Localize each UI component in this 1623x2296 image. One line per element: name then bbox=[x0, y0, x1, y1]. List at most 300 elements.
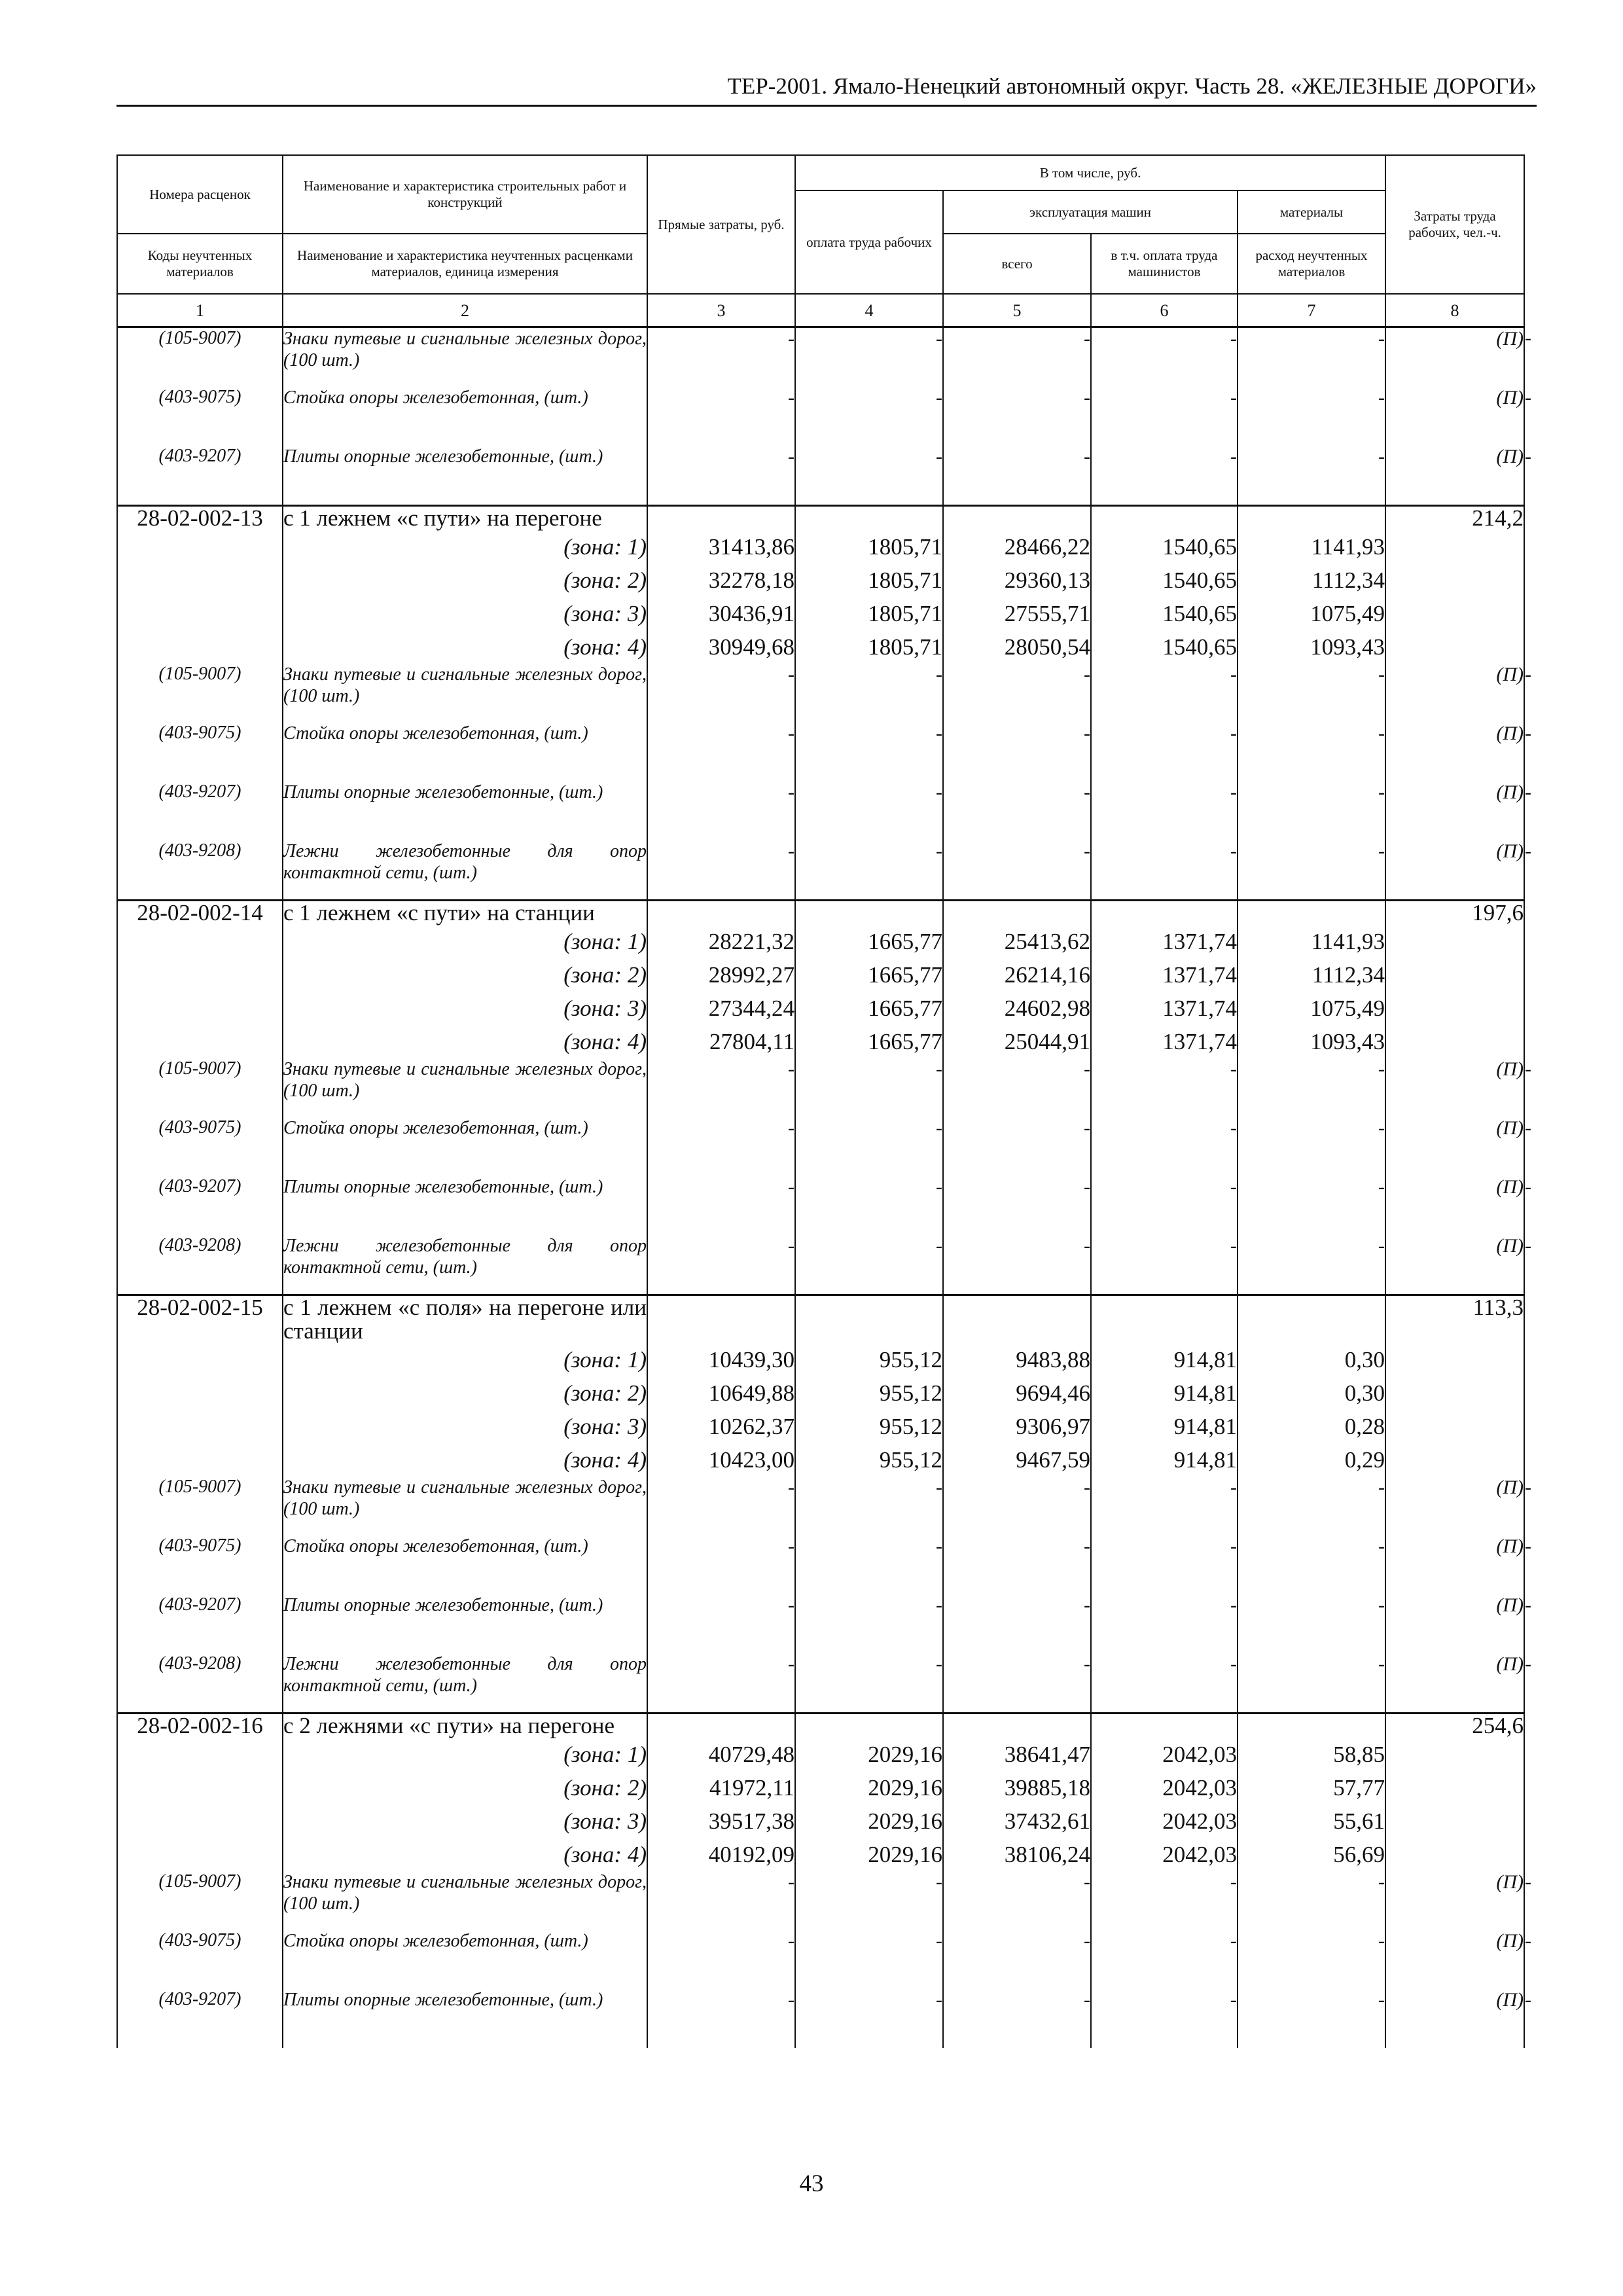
machines-group-header: эксплуатация машин bbox=[943, 190, 1238, 234]
material-consumption-p: (П) bbox=[1385, 1176, 1524, 1235]
machinist-wage: 2042,03 bbox=[1091, 1804, 1238, 1838]
material-consumption-p: (П) bbox=[1385, 1235, 1524, 1295]
zone-label: (зона: 3) bbox=[283, 597, 647, 630]
dash-value: - bbox=[1238, 1930, 1385, 1989]
worker-wage: 1665,77 bbox=[795, 925, 943, 958]
material-code: (105-9007) bbox=[117, 664, 283, 723]
dash-value: - bbox=[647, 1235, 795, 1295]
empty-cell bbox=[795, 901, 943, 925]
rate-header-row bbox=[117, 506, 1524, 531]
dash-value: - bbox=[1238, 1235, 1385, 1295]
machinist-wage: 2042,03 bbox=[1091, 1738, 1238, 1771]
empty-cell bbox=[117, 1343, 283, 1376]
col-direct-costs-header: Прямые затраты, руб. bbox=[647, 155, 795, 294]
dash-value: - bbox=[795, 723, 943, 781]
col-material-consumption-header: расход неучтенных материалов bbox=[1238, 234, 1385, 294]
machinist-wage: 914,81 bbox=[1091, 1410, 1238, 1443]
dash-value: - bbox=[1091, 840, 1238, 901]
empty-cell bbox=[1385, 992, 1524, 1025]
material-consumption-p: (П) bbox=[1385, 1653, 1524, 1713]
zone-row bbox=[117, 597, 1524, 630]
zone-row bbox=[117, 1804, 1524, 1838]
rate-name: с 1 лежнем «с пути» на станции bbox=[283, 901, 647, 925]
dash-value: - bbox=[647, 1176, 795, 1235]
empty-cell bbox=[1385, 958, 1524, 992]
col-number: 4 bbox=[795, 294, 943, 327]
material-row: (403-9208) Лежни железобетонные для опор контактной сети, (шт.) - - - - - (П) - bbox=[117, 1235, 1524, 1295]
material-code: (403-9075) bbox=[117, 1535, 283, 1594]
dash-value: - bbox=[943, 1176, 1091, 1235]
dash-value: - bbox=[1238, 1871, 1385, 1930]
dash-value: - bbox=[647, 840, 795, 901]
material-row: (403-9208) Лежни железобетонные для опор контактной сети, (шт.) - - - - - (П) - bbox=[117, 840, 1524, 901]
zone-row bbox=[117, 1771, 1524, 1804]
machinist-wage: 2042,03 bbox=[1091, 1838, 1238, 1871]
material-code: (403-9208) bbox=[117, 1235, 283, 1295]
zone-label: (зона: 1) bbox=[283, 530, 647, 564]
empty-cell bbox=[1385, 1738, 1524, 1771]
material-row: (105-9007) Знаки путевые и сигнальные железных дорог, (100 шт.) - - - - - (П) - bbox=[117, 1058, 1524, 1117]
dash-value: - bbox=[1238, 840, 1385, 901]
direct-costs: 10649,88 bbox=[647, 1376, 795, 1410]
materials-cost: 1112,34 bbox=[1238, 958, 1385, 992]
empty-cell bbox=[117, 630, 283, 664]
material-consumption-p: (П) bbox=[1385, 1477, 1524, 1535]
empty-cell bbox=[1385, 1771, 1524, 1804]
material-code: (105-9007) bbox=[117, 1871, 283, 1930]
dash-value: - bbox=[943, 1117, 1091, 1176]
dash-value: - bbox=[795, 1594, 943, 1653]
material-row: (403-9208) Лежни железобетонные для опор контактной сети, (шт.) - - - - - (П) - bbox=[117, 1653, 1524, 1713]
labor-costs: 214,2 bbox=[1385, 506, 1524, 531]
empty-cell bbox=[647, 1295, 795, 1344]
zone-label: (зона: 1) bbox=[283, 1343, 647, 1376]
empty-cell bbox=[1385, 1343, 1524, 1376]
machinist-wage: 1540,65 bbox=[1091, 630, 1238, 664]
material-code: (403-9207) bbox=[117, 446, 283, 506]
empty-cell bbox=[1385, 1410, 1524, 1443]
empty-cell bbox=[795, 1295, 943, 1344]
empty-cell bbox=[1091, 1713, 1238, 1738]
material-name: Стойка опоры железобетонная, (шт.) bbox=[283, 1117, 647, 1176]
dash-value: - bbox=[795, 1653, 943, 1713]
dash-value: - bbox=[647, 387, 795, 446]
material-consumption-p: (П) bbox=[1385, 840, 1524, 901]
dash-value: - bbox=[647, 723, 795, 781]
machines-total: 9694,46 bbox=[943, 1376, 1091, 1410]
material-code: (403-9207) bbox=[117, 1176, 283, 1235]
dash-value: - bbox=[943, 446, 1091, 506]
empty-cell bbox=[117, 1771, 283, 1804]
material-code: (403-9207) bbox=[117, 1594, 283, 1653]
dash-value: - bbox=[1091, 1930, 1238, 1989]
group-including-header: В том числе, руб. bbox=[795, 155, 1385, 190]
zone-label: (зона: 4) bbox=[283, 1838, 647, 1871]
material-consumption-p: (П) bbox=[1385, 1535, 1524, 1594]
zone-label: (зона: 3) bbox=[283, 992, 647, 1025]
dash-value: - bbox=[795, 664, 943, 723]
machinist-wage: 914,81 bbox=[1091, 1376, 1238, 1410]
empty-cell bbox=[1385, 1838, 1524, 1871]
material-row: (403-9207) Плиты опорные железобетонные, (шт.) - - - - - (П) - bbox=[117, 446, 1524, 506]
empty-cell bbox=[1385, 530, 1524, 564]
col-number: 7 bbox=[1238, 294, 1385, 327]
dash-value: - bbox=[1091, 1235, 1238, 1295]
materials-cost: 56,69 bbox=[1238, 1838, 1385, 1871]
material-consumption-p: (П) bbox=[1385, 1058, 1524, 1117]
col-rate-number-header: Номера расценок bbox=[117, 155, 283, 234]
empty-cell bbox=[1091, 901, 1238, 925]
empty-cell bbox=[943, 506, 1091, 531]
material-name: Знаки путевые и сигнальные железных дорог, (100 шт.) bbox=[283, 664, 647, 723]
machines-total: 37432,61 bbox=[943, 1804, 1091, 1838]
materials-cost: 57,77 bbox=[1238, 1771, 1385, 1804]
material-name: Плиты опорные железобетонные, (шт.) bbox=[283, 446, 647, 506]
dash-value: - bbox=[795, 781, 943, 840]
dash-value: - bbox=[647, 1930, 795, 1989]
direct-costs: 10262,37 bbox=[647, 1410, 795, 1443]
material-row: (105-9007) Знаки путевые и сигнальные железных дорог, (100 шт.) - - - - - (П) - bbox=[117, 1871, 1524, 1930]
zone-row bbox=[117, 1738, 1524, 1771]
zone-label: (зона: 2) bbox=[283, 1771, 647, 1804]
dash-value: - bbox=[1091, 1176, 1238, 1235]
col-wage-header: оплата труда рабочих bbox=[795, 190, 943, 294]
rate-header-row bbox=[117, 1295, 1524, 1344]
page-number: 43 bbox=[799, 2170, 824, 2197]
labor-costs: 197,6 bbox=[1385, 901, 1524, 925]
dash-value: - bbox=[1091, 327, 1238, 387]
dash-value: - bbox=[1238, 446, 1385, 506]
material-consumption-p: (П) bbox=[1385, 387, 1524, 446]
zone-row bbox=[117, 1838, 1524, 1871]
rate-code: 28-02-002-13 bbox=[117, 506, 283, 531]
material-consumption-p: (П) bbox=[1385, 446, 1524, 506]
material-row: (403-9207) Плиты опорные железобетонные, (шт.) - - - - - (П) - bbox=[117, 781, 1524, 840]
material-name: Лежни железобетонные для опор контактной сети, (шт.) bbox=[283, 1235, 647, 1295]
material-consumption-p: (П) bbox=[1385, 1117, 1524, 1176]
dash-value: - bbox=[1091, 1477, 1238, 1535]
worker-wage: 1805,71 bbox=[795, 597, 943, 630]
material-code: (403-9075) bbox=[117, 723, 283, 781]
dash-value: - bbox=[1238, 664, 1385, 723]
table-body bbox=[117, 327, 1532, 2049]
material-name: Лежни железобетонные для опор контактной сети, (шт.) bbox=[283, 1653, 647, 1713]
dash-value: - bbox=[1238, 327, 1385, 387]
dash-value: - bbox=[647, 781, 795, 840]
dash-value: - bbox=[795, 1176, 943, 1235]
dash-value: - bbox=[795, 387, 943, 446]
material-row: (403-9075) Стойка опоры железобетонная, (шт.) - - - - - (П) - bbox=[117, 1117, 1524, 1176]
materials-cost: 1141,93 bbox=[1238, 925, 1385, 958]
worker-wage: 955,12 bbox=[795, 1443, 943, 1477]
direct-costs: 40192,09 bbox=[647, 1838, 795, 1871]
zone-label: (зона: 1) bbox=[283, 1738, 647, 1771]
dash-value: - bbox=[1091, 387, 1238, 446]
material-name: Знаки путевые и сигнальные железных дорог, (100 шт.) bbox=[283, 1477, 647, 1535]
empty-cell bbox=[117, 925, 283, 958]
dash-value: - bbox=[943, 840, 1091, 901]
dash-value: - bbox=[943, 1594, 1091, 1653]
zone-label: (зона: 1) bbox=[283, 925, 647, 958]
dash-value: - bbox=[1238, 1535, 1385, 1594]
material-row: (403-9075) Стойка опоры железобетонная, (шт.) - - - - - (П) - bbox=[117, 723, 1524, 781]
machinist-wage: 1540,65 bbox=[1091, 530, 1238, 564]
material-code: (105-9007) bbox=[117, 1477, 283, 1535]
materials-group-header: материалы bbox=[1238, 190, 1385, 234]
dash-value: - bbox=[943, 723, 1091, 781]
machinist-wage: 914,81 bbox=[1091, 1343, 1238, 1376]
rate-code: 28-02-002-14 bbox=[117, 901, 283, 925]
dash-value: - bbox=[943, 781, 1091, 840]
materials-cost: 1093,43 bbox=[1238, 630, 1385, 664]
table-header bbox=[117, 155, 1524, 327]
material-code: (105-9007) bbox=[117, 327, 283, 387]
empty-cell bbox=[117, 1838, 283, 1871]
dash-value: - bbox=[647, 446, 795, 506]
col-number: 3 bbox=[647, 294, 795, 327]
dash-value: - bbox=[943, 1058, 1091, 1117]
col-number: 8 bbox=[1385, 294, 1524, 327]
dash-value: - bbox=[1238, 1594, 1385, 1653]
rate-name: с 1 лежнем «с пути» на перегоне bbox=[283, 506, 647, 531]
worker-wage: 955,12 bbox=[795, 1343, 943, 1376]
materials-cost: 1093,43 bbox=[1238, 1025, 1385, 1058]
empty-cell bbox=[117, 992, 283, 1025]
empty-cell bbox=[1385, 925, 1524, 958]
empty-cell bbox=[1238, 1713, 1385, 1738]
empty-cell bbox=[943, 901, 1091, 925]
material-consumption-p: (П) bbox=[1385, 664, 1524, 723]
empty-cell bbox=[1385, 597, 1524, 630]
rate-name: с 1 лежнем «с поля» на перегоне или станции bbox=[283, 1295, 647, 1344]
machinist-wage: 1371,74 bbox=[1091, 1025, 1238, 1058]
dash-value: - bbox=[1238, 1989, 1385, 2048]
material-name: Стойка опоры железобетонная, (шт.) bbox=[283, 723, 647, 781]
empty-cell bbox=[1385, 1804, 1524, 1838]
materials-cost: 0,30 bbox=[1238, 1343, 1385, 1376]
col-material-name-header: Наименование и характеристика неучтенных расценками материалов, единица измерения bbox=[283, 234, 647, 294]
worker-wage: 1665,77 bbox=[795, 958, 943, 992]
zone-label: (зона: 3) bbox=[283, 1804, 647, 1838]
dash-value: - bbox=[1091, 1871, 1238, 1930]
empty-cell bbox=[117, 597, 283, 630]
worker-wage: 955,12 bbox=[795, 1376, 943, 1410]
worker-wage: 1805,71 bbox=[795, 530, 943, 564]
materials-cost: 55,61 bbox=[1238, 1804, 1385, 1838]
material-row: (403-9207) Плиты опорные железобетонные, (шт.) - - - - - (П) - bbox=[117, 1989, 1524, 2048]
machinist-wage: 1371,74 bbox=[1091, 992, 1238, 1025]
dash-value: - bbox=[1091, 664, 1238, 723]
dash-value: - bbox=[943, 1477, 1091, 1535]
direct-costs: 28221,32 bbox=[647, 925, 795, 958]
zone-label: (зона: 4) bbox=[283, 1025, 647, 1058]
material-code: (403-9207) bbox=[117, 781, 283, 840]
direct-costs: 28992,27 bbox=[647, 958, 795, 992]
materials-cost: 1075,49 bbox=[1238, 992, 1385, 1025]
machines-total: 27555,71 bbox=[943, 597, 1091, 630]
material-row: (403-9075) Стойка опоры железобетонная, (шт.) - - - - - (П) - bbox=[117, 1930, 1524, 1989]
direct-costs: 10439,30 bbox=[647, 1343, 795, 1376]
dash-value: - bbox=[795, 1117, 943, 1176]
material-name: Знаки путевые и сигнальные железных дорог, (100 шт.) bbox=[283, 1058, 647, 1117]
machines-total: 26214,16 bbox=[943, 958, 1091, 992]
dash-value: - bbox=[943, 1930, 1091, 1989]
material-row: (105-9007) Знаки путевые и сигнальные железных дорог, (100 шт.) - - - - - (П) - bbox=[117, 1477, 1524, 1535]
dash-value: - bbox=[795, 1477, 943, 1535]
col-labor-costs-header: Затраты труда рабочих, чел.-ч. bbox=[1385, 155, 1524, 294]
dash-value: - bbox=[943, 387, 1091, 446]
worker-wage: 1665,77 bbox=[795, 1025, 943, 1058]
dash-value: - bbox=[1238, 1653, 1385, 1713]
empty-cell bbox=[647, 1713, 795, 1738]
machines-total: 28050,54 bbox=[943, 630, 1091, 664]
machinist-wage: 1371,74 bbox=[1091, 925, 1238, 958]
empty-cell bbox=[647, 901, 795, 925]
dash-value: - bbox=[795, 446, 943, 506]
material-consumption-p: (П) bbox=[1385, 1871, 1524, 1930]
dash-value: - bbox=[1238, 781, 1385, 840]
empty-cell bbox=[1385, 1025, 1524, 1058]
empty-cell bbox=[1238, 506, 1385, 531]
zone-row bbox=[117, 630, 1524, 664]
material-consumption-p: (П) bbox=[1385, 327, 1524, 387]
material-consumption-p: (П) bbox=[1385, 781, 1524, 840]
dash-value: - bbox=[795, 1871, 943, 1930]
rate-name: с 2 лежнями «с пути» на перегоне bbox=[283, 1713, 647, 1738]
worker-wage: 955,12 bbox=[795, 1410, 943, 1443]
empty-cell bbox=[117, 1025, 283, 1058]
material-name: Плиты опорные железобетонные, (шт.) bbox=[283, 781, 647, 840]
dash-value: - bbox=[943, 327, 1091, 387]
materials-cost: 0,30 bbox=[1238, 1376, 1385, 1410]
empty-cell bbox=[117, 1376, 283, 1410]
zone-row bbox=[117, 1410, 1524, 1443]
direct-costs: 30949,68 bbox=[647, 630, 795, 664]
dash-value: - bbox=[943, 1653, 1091, 1713]
machines-total: 28466,22 bbox=[943, 530, 1091, 564]
direct-costs: 10423,00 bbox=[647, 1443, 795, 1477]
dash-value: - bbox=[1238, 1058, 1385, 1117]
col-number: 2 bbox=[283, 294, 647, 327]
direct-costs: 32278,18 bbox=[647, 564, 795, 597]
dash-value: - bbox=[1238, 1176, 1385, 1235]
material-row: (403-9207) Плиты опорные железобетонные, (шт.) - - - - - (П) - bbox=[117, 1594, 1524, 1653]
materials-cost: 0,29 bbox=[1238, 1443, 1385, 1477]
dash-value: - bbox=[1091, 1594, 1238, 1653]
labor-costs: 254,6 bbox=[1385, 1713, 1524, 1738]
zone-label: (зона: 4) bbox=[283, 1443, 647, 1477]
empty-cell bbox=[1385, 1376, 1524, 1410]
machines-total: 38106,24 bbox=[943, 1838, 1091, 1871]
machines-total: 38641,47 bbox=[943, 1738, 1091, 1771]
dash-value: - bbox=[1091, 1535, 1238, 1594]
empty-cell bbox=[117, 1443, 283, 1477]
material-row: (105-9007) Знаки путевые и сигнальные железных дорог, (100 шт.) - - - - - (П) - bbox=[117, 664, 1524, 723]
dash-value: - bbox=[1091, 446, 1238, 506]
col-number: 1 bbox=[117, 294, 283, 327]
empty-cell bbox=[1091, 1295, 1238, 1344]
direct-costs: 27344,24 bbox=[647, 992, 795, 1025]
machines-total: 29360,13 bbox=[943, 564, 1091, 597]
worker-wage: 2029,16 bbox=[795, 1771, 943, 1804]
zone-row bbox=[117, 1376, 1524, 1410]
dash-value: - bbox=[795, 1058, 943, 1117]
material-name: Плиты опорные железобетонные, (шт.) bbox=[283, 1989, 647, 2048]
materials-cost: 58,85 bbox=[1238, 1738, 1385, 1771]
empty-cell bbox=[1238, 901, 1385, 925]
empty-cell bbox=[1385, 564, 1524, 597]
direct-costs: 39517,38 bbox=[647, 1804, 795, 1838]
material-code: (105-9007) bbox=[117, 1058, 283, 1117]
material-consumption-p: (П) bbox=[1385, 1930, 1524, 1989]
material-row: (105-9007) Знаки путевые и сигнальные железных дорог, (100 шт.) - - - - - (П) - bbox=[117, 327, 1524, 387]
machines-total: 25044,91 bbox=[943, 1025, 1091, 1058]
empty-cell bbox=[795, 1713, 943, 1738]
zone-row bbox=[117, 958, 1524, 992]
materials-cost: 1112,34 bbox=[1238, 564, 1385, 597]
dash-value: - bbox=[943, 1871, 1091, 1930]
dash-value: - bbox=[647, 664, 795, 723]
machinist-wage: 1540,65 bbox=[1091, 564, 1238, 597]
material-name: Знаки путевые и сигнальные железных дорог, (100 шт.) bbox=[283, 1871, 647, 1930]
materials-cost: 1141,93 bbox=[1238, 530, 1385, 564]
dash-value: - bbox=[795, 327, 943, 387]
labor-costs: 113,3 bbox=[1385, 1295, 1524, 1344]
dash-value: - bbox=[795, 1235, 943, 1295]
dash-value: - bbox=[647, 1117, 795, 1176]
zone-label: (зона: 3) bbox=[283, 1410, 647, 1443]
material-name: Плиты опорные железобетонные, (шт.) bbox=[283, 1594, 647, 1653]
dash-value: - bbox=[1091, 781, 1238, 840]
machinist-wage: 1540,65 bbox=[1091, 597, 1238, 630]
material-code: (403-9208) bbox=[117, 840, 283, 901]
rate-code: 28-02-002-15 bbox=[117, 1295, 283, 1344]
dash-value: - bbox=[795, 1989, 943, 2048]
empty-cell bbox=[117, 1410, 283, 1443]
zone-row bbox=[117, 1443, 1524, 1477]
zone-row bbox=[117, 530, 1524, 564]
zone-label: (зона: 4) bbox=[283, 630, 647, 664]
materials-cost: 0,28 bbox=[1238, 1410, 1385, 1443]
dash-value: - bbox=[647, 1535, 795, 1594]
direct-costs: 31413,86 bbox=[647, 530, 795, 564]
material-consumption-p: (П) bbox=[1385, 723, 1524, 781]
machines-total: 25413,62 bbox=[943, 925, 1091, 958]
machines-total: 9467,59 bbox=[943, 1443, 1091, 1477]
material-consumption-p: (П) bbox=[1385, 1594, 1524, 1653]
material-name: Стойка опоры железобетонная, (шт.) bbox=[283, 387, 647, 446]
dash-value: - bbox=[1091, 1653, 1238, 1713]
page-header: ТЕР-2001. Ямало-Ненецкий автономный округ. Часть 28. «ЖЕЛЕЗНЫЕ ДОРОГИ» bbox=[116, 68, 1537, 107]
empty-cell bbox=[795, 506, 943, 531]
empty-cell bbox=[117, 1804, 283, 1838]
dash-value: - bbox=[795, 1930, 943, 1989]
rate-header-row bbox=[117, 901, 1524, 925]
material-name: Знаки путевые и сигнальные железных дорог, (100 шт.) bbox=[283, 327, 647, 387]
dash-value: - bbox=[795, 1535, 943, 1594]
dash-value: - bbox=[647, 327, 795, 387]
empty-cell bbox=[117, 530, 283, 564]
material-name: Плиты опорные железобетонные, (шт.) bbox=[283, 1176, 647, 1235]
zone-label: (зона: 2) bbox=[283, 564, 647, 597]
empty-cell bbox=[647, 506, 795, 531]
empty-cell bbox=[1385, 630, 1524, 664]
empty-cell bbox=[117, 564, 283, 597]
zone-label: (зона: 2) bbox=[283, 958, 647, 992]
zone-label: (зона: 2) bbox=[283, 1376, 647, 1410]
worker-wage: 2029,16 bbox=[795, 1804, 943, 1838]
machines-total: 9306,97 bbox=[943, 1410, 1091, 1443]
